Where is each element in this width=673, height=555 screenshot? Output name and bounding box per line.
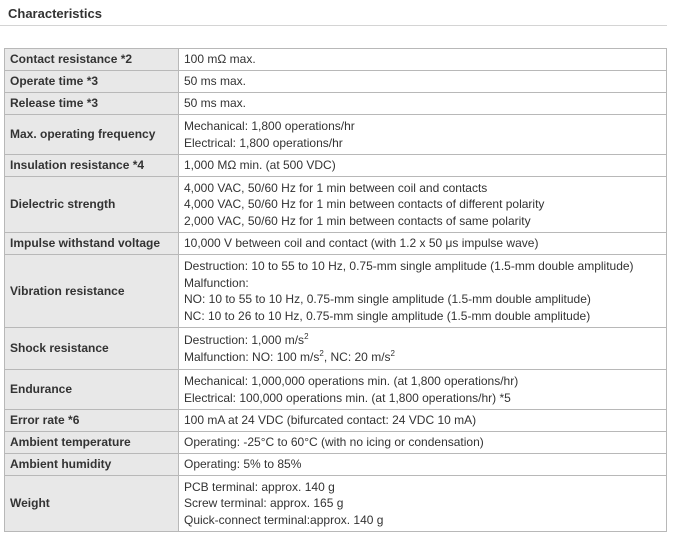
table-row (5, 328, 667, 370)
row-label: Error rate *6 (5, 410, 179, 432)
table-row (5, 432, 667, 454)
value-line: 100 mΩ max. (184, 52, 256, 67)
row-value (179, 71, 667, 93)
exponent: 2 (390, 348, 395, 358)
value-line: 1,000 MΩ min. (at 500 VDC) (184, 158, 336, 173)
value-line: Malfunction: (184, 275, 249, 290)
table-row (5, 115, 667, 155)
value-line: 100 mA at 24 VDC (bifurcated contact: 24 VDC 10 mA) (184, 413, 477, 428)
row-label: Contact resistance *2 (5, 49, 179, 71)
table-row (5, 49, 667, 71)
value-line: Screw terminal: approx. 165 g (184, 496, 344, 511)
row-label: Operate time *3 (5, 71, 179, 93)
value-line: Electrical: 1,800 operations/hr (184, 135, 343, 150)
row-value (179, 155, 667, 177)
row-value (179, 49, 667, 71)
value-line: 10,000 V between coil and contact (with 1.2 x 50 μs impulse wave) (184, 236, 539, 251)
value-line: Mechanical: 1,800 operations/hr (184, 119, 355, 133)
row-label: Release time *3 (5, 93, 179, 115)
row-label: Impulse withstand voltage (5, 233, 179, 255)
row-value (179, 410, 667, 432)
characteristics-table (4, 48, 667, 532)
section-divider (0, 25, 667, 26)
table-row (5, 177, 667, 233)
value-line: 50 ms max. (184, 74, 247, 89)
value-line: Mechanical: 1,000,000 operations min. (at 1,800 operations/hr) (184, 374, 519, 388)
table-row (5, 410, 667, 432)
row-value (179, 370, 667, 410)
value-line: Operating: -25°C to 60°C (with no icing or condensation) (184, 435, 484, 450)
exponent: 2 (319, 348, 324, 358)
table-row (5, 255, 667, 328)
table-row (5, 93, 667, 115)
row-label: Ambient temperature (5, 432, 179, 454)
value-line: PCB terminal: approx. 140 g (184, 479, 335, 494)
exponent: 2 (304, 332, 309, 341)
row-value (179, 233, 667, 255)
row-label: Dielectric strength (5, 177, 179, 233)
row-label: Ambient humidity (5, 454, 179, 476)
row-value (179, 177, 667, 233)
table-row (5, 370, 667, 410)
row-value (179, 454, 667, 476)
row-value (179, 93, 667, 115)
row-label: Max. operating frequency (5, 115, 179, 155)
row-label: Insulation resistance *4 (5, 155, 179, 177)
row-value (179, 432, 667, 454)
value-line: 4,000 VAC, 50/60 Hz for 1 min between contacts of different polarity (184, 197, 545, 212)
value-line: NC: 10 to 26 to 10 Hz, 0.75-mm single amplitude (1.5-mm double amplitude) (184, 308, 591, 323)
shock-destruction-text: Destruction: 1,000 m/s (184, 333, 305, 347)
row-value (179, 328, 667, 370)
row-label: Endurance (5, 370, 179, 410)
table-row (5, 155, 667, 177)
row-value (179, 255, 667, 328)
shock-malfunction-nc-text: , NC: 20 m/s (323, 349, 391, 364)
table-row (5, 476, 667, 532)
row-label: Shock resistance (5, 328, 179, 370)
shock-malfunction-no-text: Malfunction: NO: 100 m/s (184, 349, 320, 364)
row-value (179, 115, 667, 155)
value-line: 2,000 VAC, 50/60 Hz for 1 min between contacts of same polarity (184, 213, 531, 228)
value-line: Operating: 5% to 85% (184, 457, 302, 472)
row-label: Weight (5, 476, 179, 532)
table-row (5, 71, 667, 93)
row-label: Vibration resistance (5, 255, 179, 328)
value-line (184, 349, 661, 366)
row-value (179, 476, 667, 532)
table-row (5, 454, 667, 476)
value-line: Electrical: 100,000 operations min. (at 1,800 operations/hr) *5 (184, 390, 511, 405)
value-line: Quick-connect terminal:approx. 140 g (184, 512, 384, 527)
value-line: Destruction: 10 to 55 to 10 Hz, 0.75-mm single amplitude (1.5-mm double amplitude) (184, 259, 634, 273)
value-line (184, 332, 661, 349)
value-line: 4,000 VAC, 50/60 Hz for 1 min between coil and contacts (184, 180, 488, 195)
section-title: Characteristics (8, 6, 102, 21)
table-row (5, 233, 667, 255)
value-line: NO: 10 to 55 to 10 Hz, 0.75-mm single amplitude (1.5-mm double amplitude) (184, 292, 591, 306)
value-line: 50 ms max. (184, 96, 247, 111)
